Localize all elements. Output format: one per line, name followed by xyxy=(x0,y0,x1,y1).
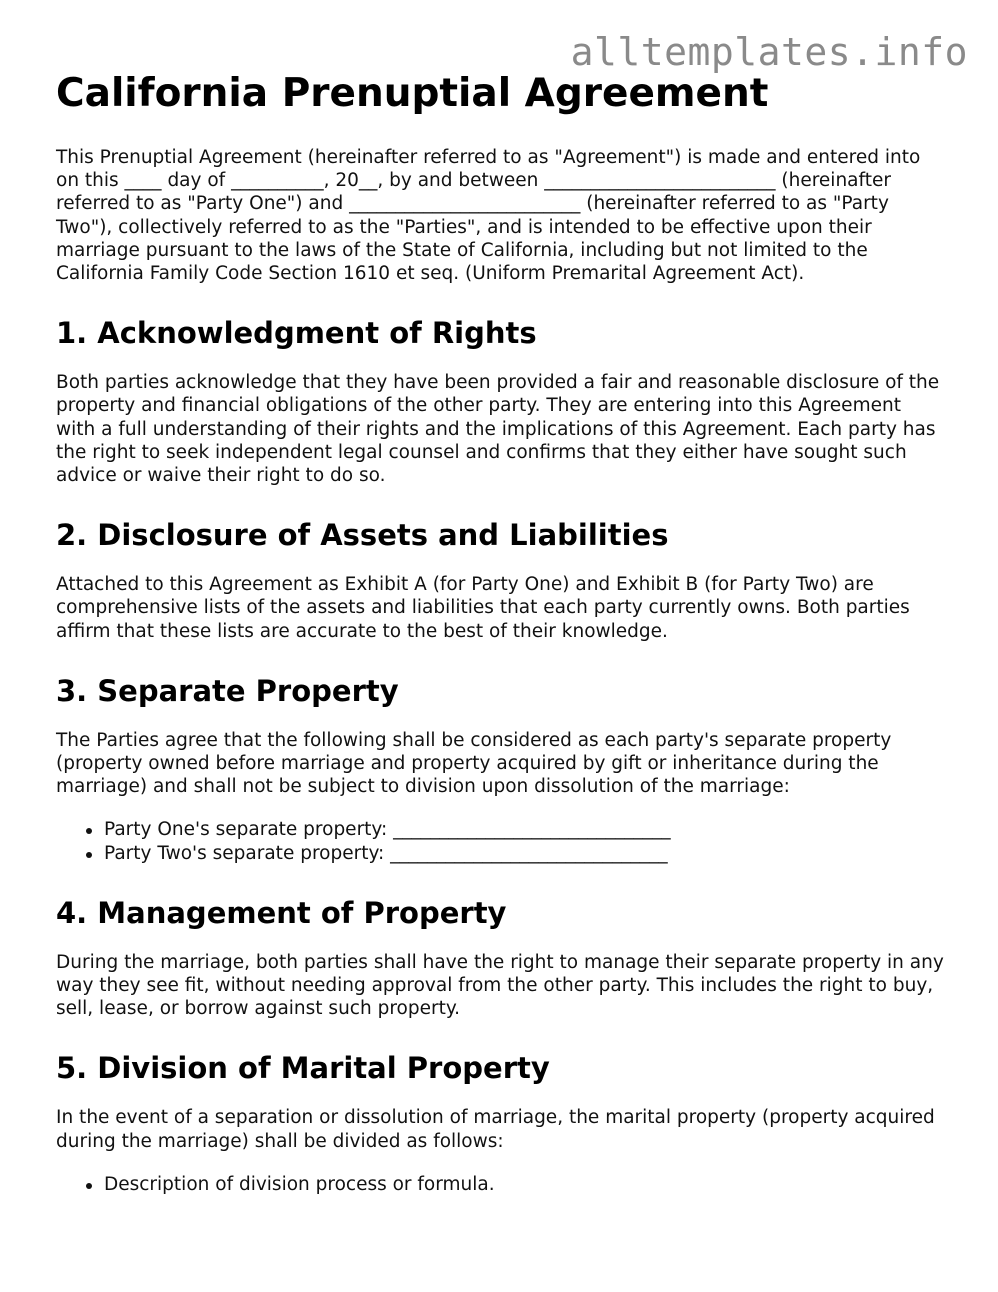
document-title: California Prenuptial Agreement xyxy=(56,71,769,116)
section-disclosure-of-assets xyxy=(56,517,946,643)
section-body: The Parties agree that the following shall be considered as each party's separate property (property owned before marriage and property acquired by gift or inheritance during the marriage) and shall not be subject to division upon dissolution of the marriage: xyxy=(56,729,892,798)
section-heading: 4. Management of Property xyxy=(56,895,507,930)
section-body: During the marriage, both parties shall have the right to manage their separate property in any way they see fit, without needing approval from the other party. This includes the right to buy, sell, lease, or borrow against such property. xyxy=(56,951,944,1020)
section-heading: 3. Separate Property xyxy=(56,673,399,708)
document-page xyxy=(56,70,946,1196)
section-separate-property xyxy=(56,673,946,865)
division-process-list xyxy=(56,1173,946,1196)
list-item: Party Two's separate property: ______________________________ xyxy=(86,842,946,865)
section-body: Both parties acknowledge that they have been provided a fair and reasonable disclosure of the property and financial obligations of the other party. They are entering into this Agreement with a full understanding of their rights and the implications of this Agreement. Each party has the right to seek independent legal counsel and confirms that they either have sought such advice or waive their right to do so. xyxy=(56,372,940,487)
section-heading: 2. Disclosure of Assets and Liabilities xyxy=(56,518,669,553)
section-division-of-marital-property xyxy=(56,1050,946,1196)
section-heading: 5. Division of Marital Property xyxy=(56,1051,550,1086)
section-acknowledgment-of-rights xyxy=(56,315,946,487)
section-heading: 1. Acknowledgment of Rights xyxy=(56,316,537,351)
section-management-of-property xyxy=(56,895,946,1021)
section-body: Attached to this Agreement as Exhibit A (for Party One) and Exhibit B (for Party Two) are comprehensive lists of the assets and liabilities that each party currently owns. Both parties affirm that these lists are accurate to the best of their knowledge. xyxy=(56,574,910,642)
section-body: In the event of a separation or dissolution of marriage, the marital property (property acquired during the marriage) shall be divided as follows: xyxy=(56,1107,935,1152)
separate-property-list xyxy=(56,818,946,864)
intro-paragraph: This Prenuptial Agreement (hereinafter referred to as "Agreement") is made and entered into on this ____ day of __________, 20__, by and between _________________________ (hereinafter referred to as "Party One") and _________________________ (hereinafter referred to as "Party Two"), collectively referred to as the "Parties", and is intended to be effective upon their marriage pursuant to the laws of the State of California, including but not limited to the California Family Code Section 1610 et seq. (Uniform Premarital Agreement Act). xyxy=(56,147,921,285)
list-item: Party One's separate property: ______________________________ xyxy=(86,818,946,841)
watermark: alltemplates.info xyxy=(570,30,968,74)
list-item: Description of division process or formula. xyxy=(86,1173,946,1196)
